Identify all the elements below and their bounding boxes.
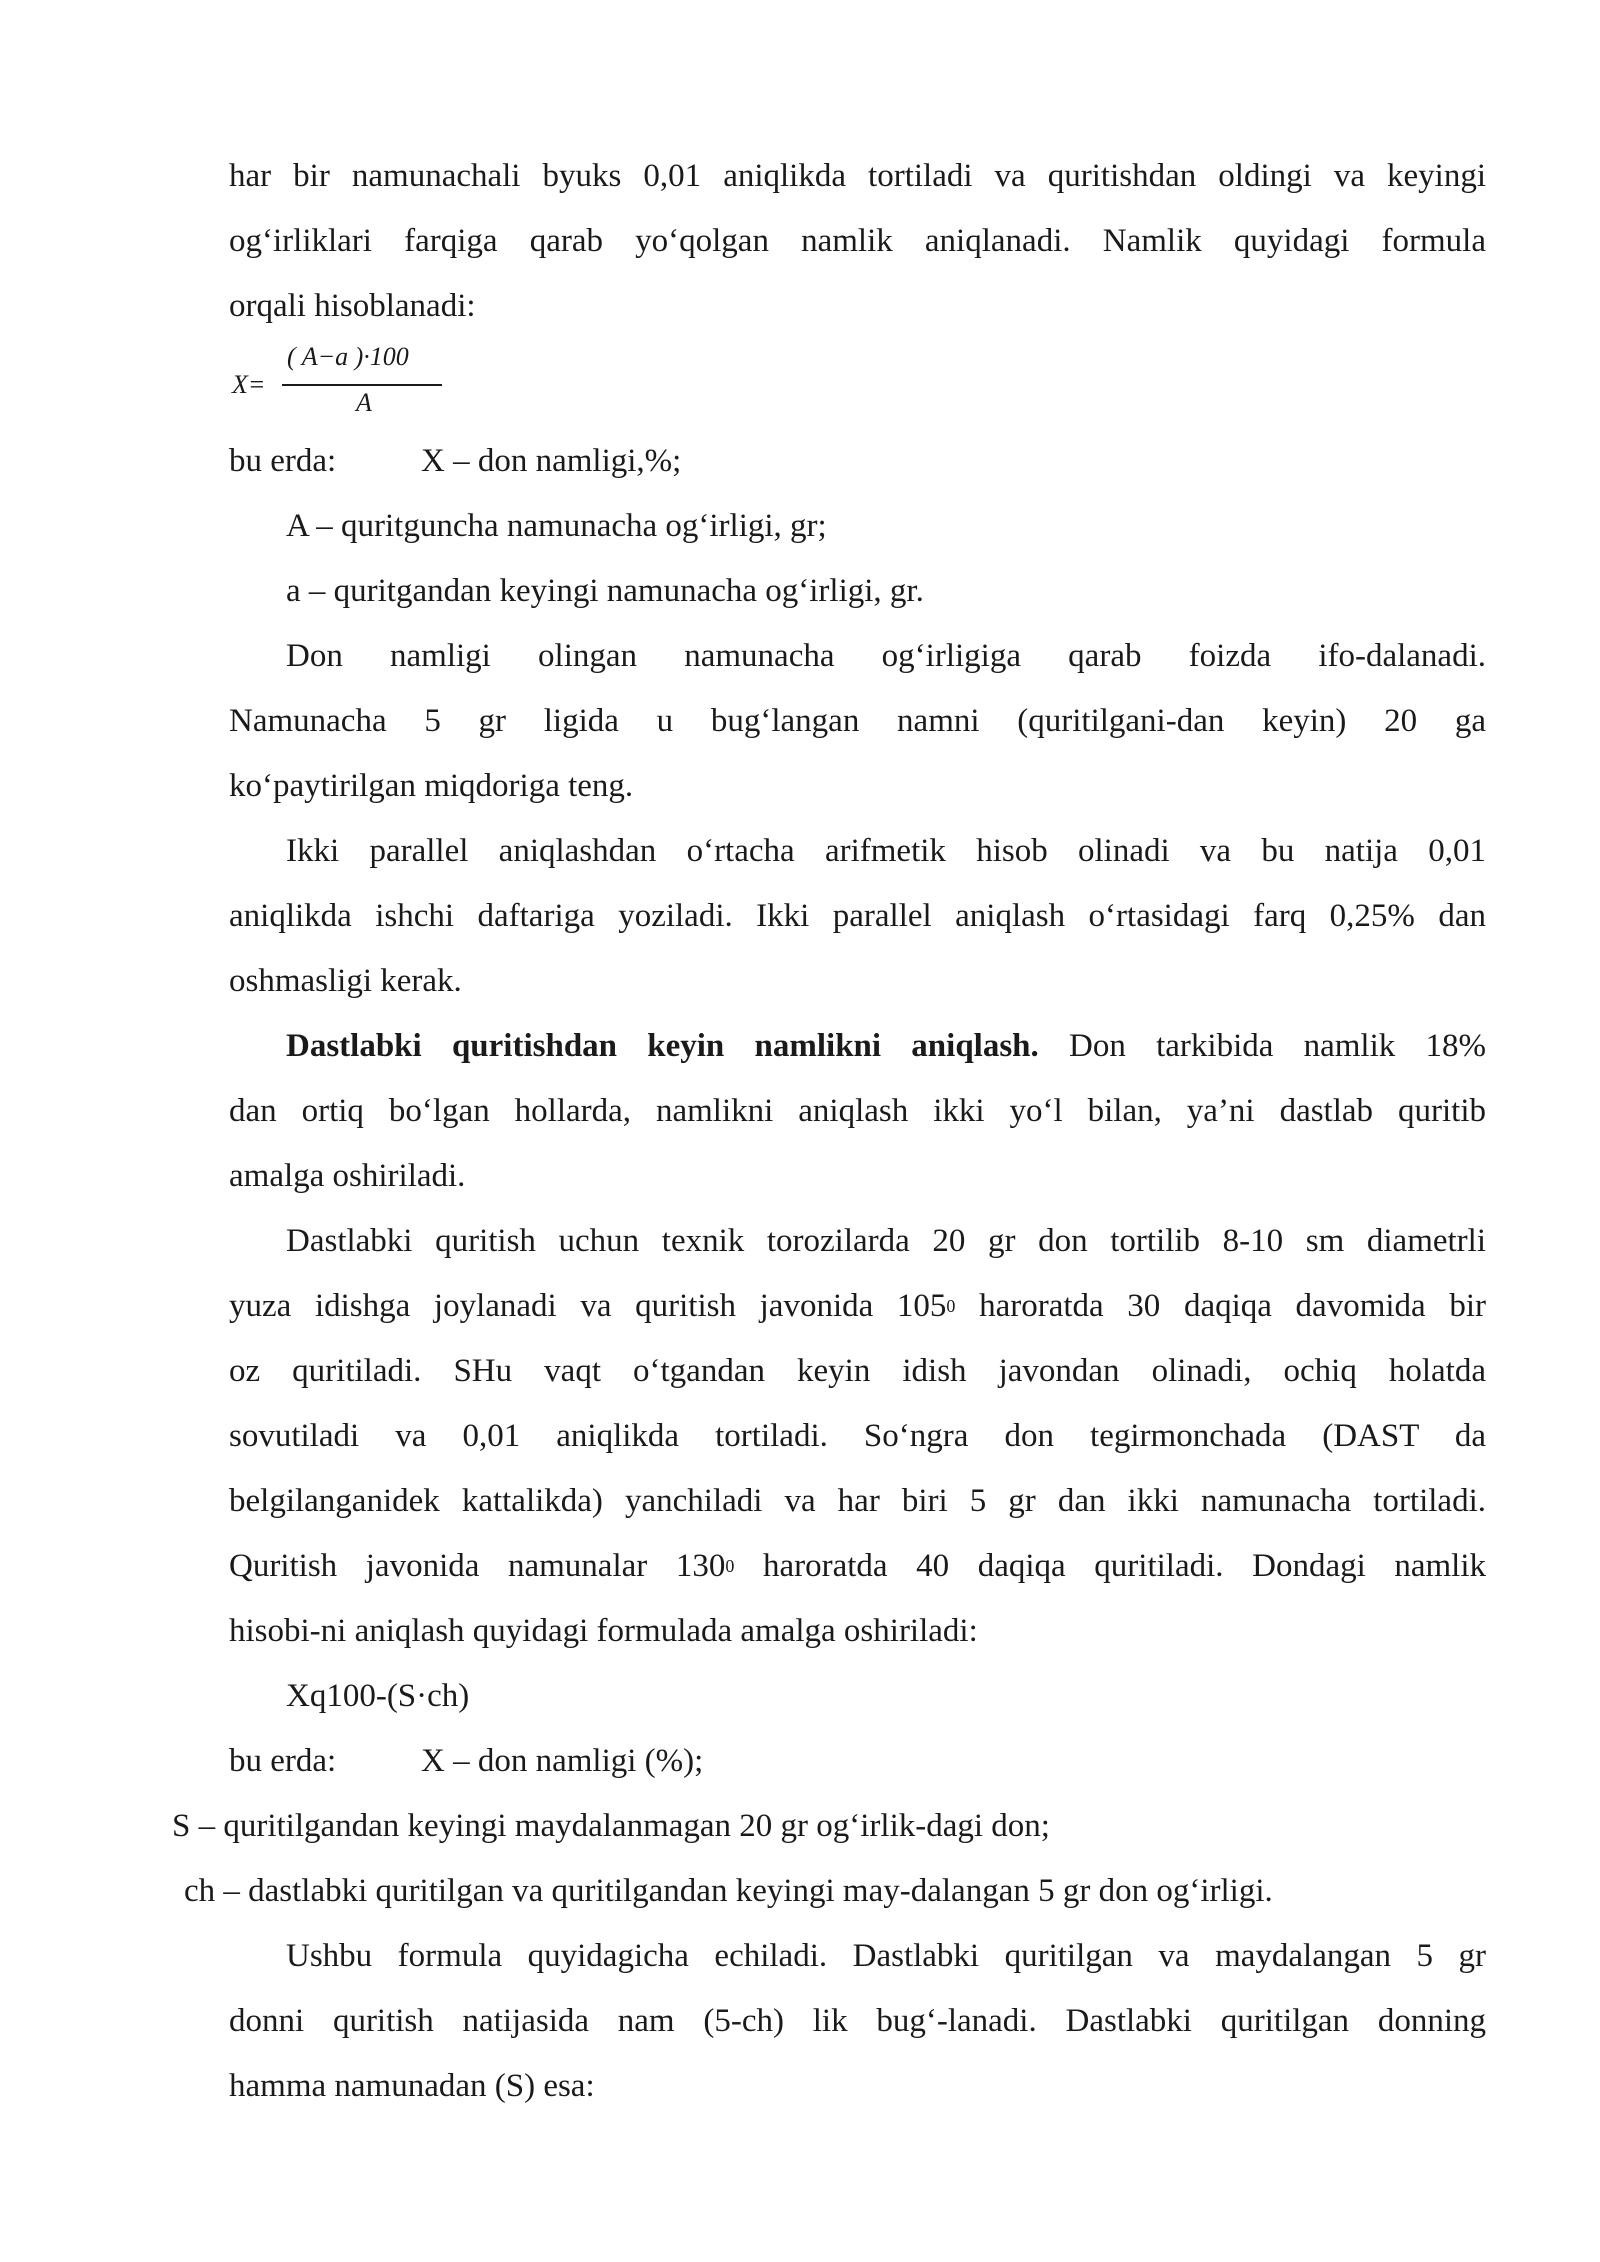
paragraph-line: belgilanganidek kattalikda) yanchiladi va har biri 5 gr dan ikki namunacha tortiladi. <box>229 1483 1486 1519</box>
paragraph-line: hisobi-ni aniqlash quyidagi formulada amalga oshiriladi: <box>229 1613 978 1649</box>
paragraph-line: Namunacha 5 gr ligida u bug‘langan namni (quritilgani-dan keyin) 20 ga <box>229 703 1486 739</box>
section-heading: Dastlabki quritishdan keyin namlikni aniqlash. <box>286 1028 1039 1064</box>
text-segment: Quritish javonida namunalar 130 <box>229 1548 726 1584</box>
paragraph-line: amalga oshiriladi. <box>229 1158 466 1194</box>
definition-intro: bu erda: <box>229 1743 337 1779</box>
formula-line: Xq100-(S·ch) <box>286 1678 470 1714</box>
definition-line: a – quritgandan keyingi namunacha og‘irligi, gr. <box>286 573 924 609</box>
paragraph-line: oshmasligi kerak. <box>229 963 462 999</box>
formula-lhs: X= <box>232 370 266 399</box>
paragraph-line: dan ortiq bo‘lgan hollarda, namlikni aniqlash ikki yo‘l bilan, ya’ni dastlab quritib <box>229 1093 1486 1129</box>
paragraph-line: orqali hisoblanadi: <box>229 288 476 324</box>
paragraph-line: aniqlikda ishchi daftariga yoziladi. Ikki parallel aniqlash o‘rtasidagi farq 0,25% dan <box>229 898 1486 934</box>
degree-superscript: 0 <box>946 1296 956 1316</box>
paragraph-line: ko‘paytirilgan miqdoriga teng. <box>229 768 634 804</box>
definition-line <box>229 1741 1486 1781</box>
paragraph-line: Ikki parallel aniqlashdan o‘rtacha arifmetik hisob olinadi va bu natija 0,01 <box>286 833 1486 869</box>
text-segment: haroratda 40 daqiqa quritiladi. Dondagi namlik <box>734 1548 1486 1584</box>
definition-line: A – quritguncha namunacha og‘irligi, gr; <box>286 508 827 544</box>
definition-intro: bu erda: <box>229 443 337 479</box>
definition-line: ch – dastlabki quritilgan va quritilgandan keyingi may-dalangan 5 gr don og‘irligi. <box>184 1873 1273 1909</box>
paragraph-line: oz quritiladi. SHu vaqt o‘tgandan keyin idish javondan olinadi, ochiq holatda <box>229 1353 1486 1389</box>
paragraph-line: har bir namunachali byuks 0,01 aniqlikda tortiladi va quritishdan oldingi va keyingi <box>229 158 1486 194</box>
paragraph-line: donni quritish natijasida nam (5-ch) lik bug‘-lanadi. Dastlabki quritilgan donning <box>229 2003 1486 2039</box>
paragraph-line: Don namligi olingan namunacha og‘irligiga qarab foizda ifo-dalanadi. <box>286 638 1486 674</box>
text-segment: haroratda 30 daqiqa davomida bir <box>955 1288 1486 1324</box>
definition-text: X – don namligi (%); <box>421 1743 704 1779</box>
paragraph-line: og‘irliklari farqiga qarab yo‘qolgan namlik aniqlanadi. Namlik quyidagi formula <box>229 223 1486 259</box>
fraction-bar <box>282 384 442 386</box>
paragraph-line: hamma namunadan (S) esa: <box>229 2068 595 2104</box>
formula-denominator: A <box>356 388 372 417</box>
definition-line: S – quritilgandan keyingi maydalanmagan 20 gr og‘irlik-dagi don; <box>172 1808 1050 1844</box>
paragraph-line: Dastlabki quritish uchun texnik torozilarda 20 gr don tortilib 8-10 sm diametrli <box>286 1223 1486 1259</box>
paragraph-line <box>229 1286 1486 1326</box>
paragraph-text: Don tarkibida namlik 18% <box>1038 1028 1486 1064</box>
paragraph-line <box>229 1546 1486 1586</box>
section-heading-line <box>286 1026 1486 1066</box>
definition-line <box>229 441 1486 481</box>
paragraph-line: Ushbu formula quyidagicha echiladi. Dastlabki quritilgan va maydalangan 5 gr <box>286 1938 1486 1974</box>
paragraph-line: sovutiladi va 0,01 aniqlikda tortiladi. So‘ngra don tegirmonchada (DAST da <box>229 1418 1486 1454</box>
degree-superscript: 0 <box>725 1556 735 1576</box>
text-segment: yuza idishga joylanadi va quritish javonida 105 <box>229 1288 947 1324</box>
formula-numerator: ( A−a )·100 <box>287 342 409 371</box>
definition-text: X – don namligi,%; <box>421 443 682 479</box>
